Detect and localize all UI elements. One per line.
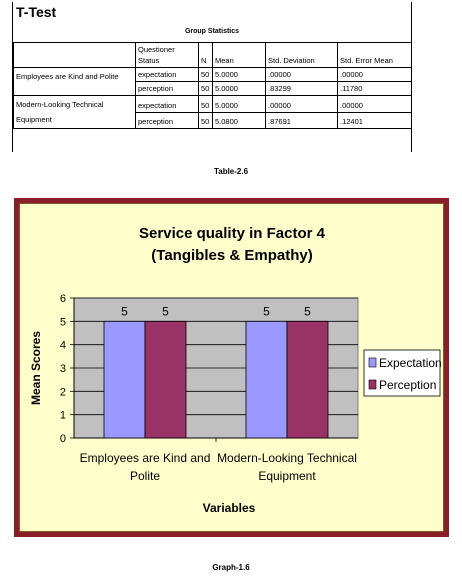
ttest-heading: T-Test [16, 4, 57, 20]
cell-std-error-mean: .00000 [338, 96, 412, 113]
data-label: 5 [263, 304, 270, 319]
legend-swatch-perception [369, 380, 376, 389]
cell-n: 50 [199, 112, 213, 129]
cell-mean: 5.0000 [213, 82, 266, 96]
group-statistics-title: Group Statistics [184, 28, 240, 35]
legend-swatch-expectation [369, 358, 376, 367]
cell-std-deviation: .00000 [266, 96, 338, 113]
y-tick-label: 2 [59, 386, 66, 399]
cell-std-error-mean: .00000 [338, 68, 412, 82]
group-statistics-table [13, 42, 412, 129]
chart-area [19, 203, 444, 532]
bar-perception [287, 321, 328, 438]
row-item-label: Modern-Looking Technical Equipment [14, 96, 136, 129]
chart-frame [14, 198, 449, 537]
ttest-section [12, 2, 412, 152]
table-row [14, 96, 412, 113]
x-category-label: Modern-Looking Technical [217, 451, 357, 465]
header-std-error-mean: Std. Error Mean [338, 43, 412, 68]
bar-expectation [104, 321, 145, 438]
cell-std-deviation: .83299 [266, 82, 338, 96]
data-label: 5 [121, 304, 128, 319]
cell-mean: 5.0000 [213, 68, 266, 82]
cell-n: 50 [199, 96, 213, 113]
data-label: 5 [162, 304, 169, 319]
chart-subtitle: (Tangibles & Empathy) [151, 247, 313, 264]
bar-chart [20, 204, 443, 531]
y-tick-label: 1 [59, 409, 66, 422]
cell-n: 50 [199, 68, 213, 82]
cell-mean: 5.0800 [213, 112, 266, 129]
data-label: 5 [304, 304, 311, 319]
x-category-label: Employees are Kind and [79, 451, 211, 465]
cell-std-error-mean: .12401 [338, 112, 412, 129]
y-axis-label: Mean Scores [29, 330, 43, 406]
bar-perception [145, 321, 186, 438]
header-item [14, 43, 136, 68]
x-axis-label: Variables [202, 501, 256, 515]
chart-title: Service quality in Factor 4 [139, 225, 325, 242]
cell-std-deviation: .87691 [266, 112, 338, 129]
cell-status: expectation [136, 96, 199, 113]
cell-status: expectation [136, 68, 199, 82]
y-tick-label: 3 [59, 363, 66, 375]
header-std-deviation: Std. Deviation [266, 43, 338, 68]
header-mean: Mean [213, 43, 266, 68]
cell-n: 50 [199, 82, 213, 96]
y-tick-label: 6 [59, 293, 66, 305]
cell-status: perception [136, 112, 199, 129]
cell-std-error-mean: .11780 [338, 82, 412, 96]
cell-status: perception [136, 82, 199, 96]
cell-mean: 5.0000 [213, 96, 266, 113]
table-header-row [14, 43, 412, 68]
table-row [14, 68, 412, 82]
y-tick-label: 4 [59, 339, 66, 352]
x-category-label: Polite [129, 469, 161, 483]
graph-caption: Graph-1.6 [212, 563, 250, 572]
legend-label-expectation: Expectation [379, 356, 442, 370]
y-tick-label: 5 [59, 316, 66, 329]
header-n: N [199, 43, 213, 68]
cell-std-deviation: .00000 [266, 68, 338, 82]
row-item-label: Employees are Kind and Polite [14, 68, 136, 96]
header-questioner-status: Questioner Status [136, 43, 199, 68]
y-tick-label: 0 [59, 433, 66, 445]
legend-label-perception: Perception [379, 378, 437, 392]
x-category-label: Equipment [258, 469, 316, 483]
bar-expectation [246, 321, 287, 438]
table-caption: Table-2.6 [213, 167, 249, 176]
